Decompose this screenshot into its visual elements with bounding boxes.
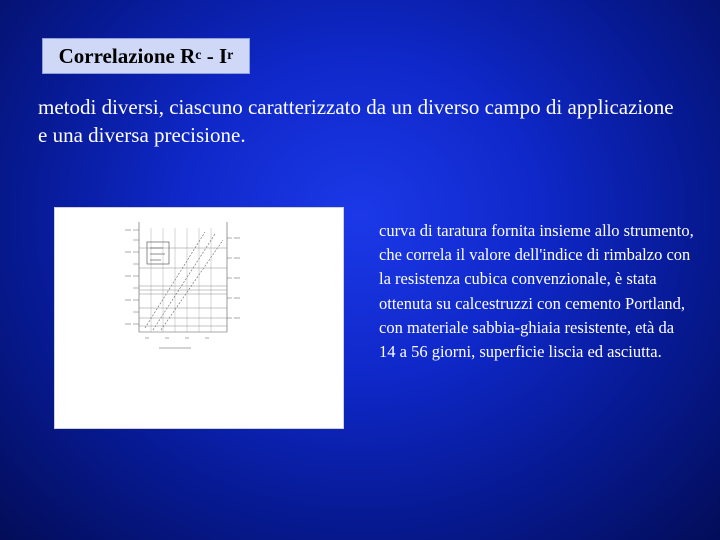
calibration-caption: curva di taratura fornita insieme allo strumento, che correla il valore dell'indice di rimbalzo con la resistenza cubica convenzionale, è stata ottenuta su calcestruzzi con cemento Portland, con materiale sabbia-ghiaia resistente, età da 14 a 56 giorni, superficie liscia ed asciutta.: [379, 221, 694, 362]
right-axis-ticks: [227, 238, 232, 318]
legend-box: [147, 242, 169, 264]
calibration-curve-image: [54, 207, 344, 429]
illegible-axis-text: [125, 230, 240, 348]
title-main: Correlazione R: [58, 43, 196, 68]
calibration-chart-sketch: [55, 208, 344, 429]
intro-paragraph: metodi diversi, ciascuno caratterizzato da un diverso campo di applicazione e una diversa precisione.: [38, 95, 674, 147]
left-axis-ticks: [133, 230, 139, 324]
calibration-curves: [145, 232, 223, 330]
vertical-grid: [151, 228, 211, 332]
plot-frame: [139, 222, 227, 332]
title-separator: - I: [201, 43, 228, 68]
slide-title: Correlazione R c - I r: [42, 38, 250, 74]
